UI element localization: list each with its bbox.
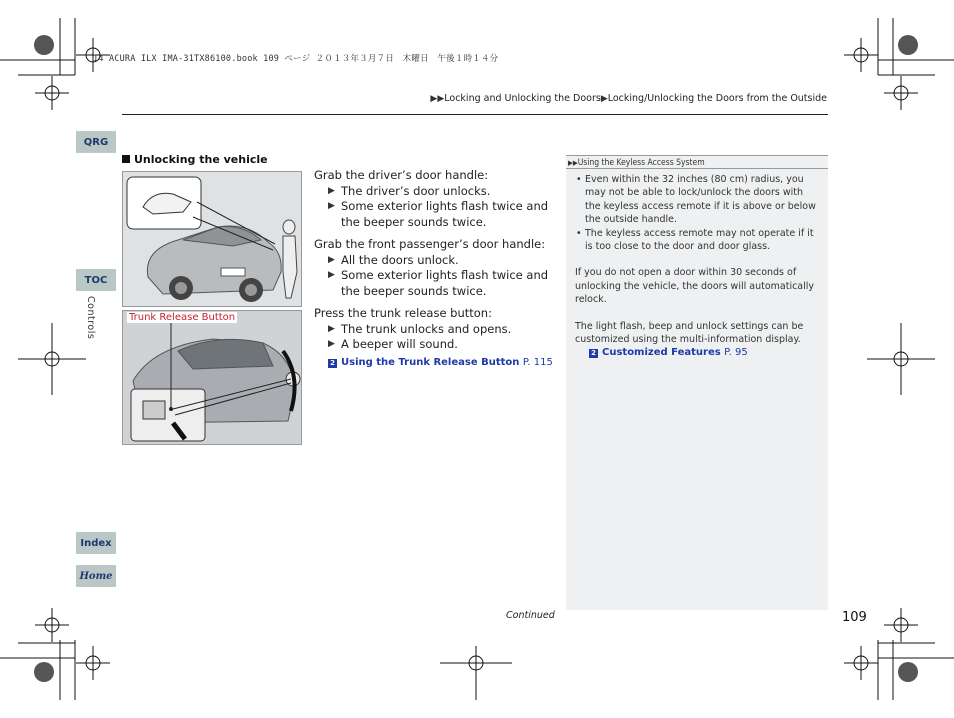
- trunk-illustration: [122, 310, 302, 445]
- instruction-step: [314, 337, 554, 353]
- tab-qrg[interactable]: QRG: [76, 131, 116, 153]
- instruction-block-trunk: [314, 306, 554, 370]
- step-text: The driver’s door unlocks.: [341, 183, 491, 198]
- arrow-right-icon: ▶: [328, 339, 335, 349]
- instruction-block-driver: [314, 168, 554, 230]
- customized-features-link[interactable]: [575, 346, 820, 359]
- side-note-para: The light flash, beep and unlock settings can be customized using the multi-information display.: [575, 320, 804, 346]
- breadcrumb: [430, 93, 827, 104]
- breadcrumb-part-1[interactable]: Locking and Unlocking the Doors: [444, 93, 601, 104]
- tab-home[interactable]: Home: [76, 565, 116, 587]
- instruction-step: [314, 199, 554, 230]
- arrow-right-icon: ▶: [328, 185, 335, 196]
- page-link-icon: 2: [589, 349, 598, 358]
- arrow-right-icon: ▶: [328, 201, 335, 211]
- side-note-para: If you do not open a door within 30 seconds of unlocking the vehicle, the doors will automatically relock.: [575, 267, 815, 306]
- tab-toc[interactable]: TOC: [76, 269, 116, 291]
- section-title-text: Unlocking the vehicle: [134, 153, 268, 166]
- side-note-bullet: • Even within the 32 inches (80 cm) radius, you may not be able to lock/unlock the doors with the keyless access remote if it is above or below the outside handle.: [575, 173, 820, 227]
- side-note-title: [566, 155, 828, 169]
- trunk-release-link[interactable]: [314, 355, 554, 371]
- link-page[interactable]: P. 115: [522, 356, 553, 368]
- breadcrumb-separator-icon: ▶: [600, 94, 608, 104]
- instruction-step: [314, 268, 554, 299]
- instruction-step: [314, 322, 554, 338]
- arrow-right-icon: ▶: [328, 270, 335, 280]
- trunk-release-caption: Trunk Release Button: [129, 312, 236, 323]
- link-text[interactable]: Using the Trunk Release Button: [341, 356, 520, 368]
- step-text: The trunk unlocks and opens.: [341, 321, 512, 336]
- step-text: All the doors unlock.: [341, 252, 459, 267]
- instruction-step: [314, 253, 554, 269]
- instruction-lead: Grab the driver’s door handle:: [314, 168, 489, 182]
- instruction-lead: Press the trunk release button:: [314, 306, 492, 320]
- side-note-bullet: • The keyless access remote may not operate if it is too close to the door and door glass.: [575, 227, 820, 254]
- instruction-block-passenger: [314, 237, 554, 299]
- side-note-body: [575, 173, 820, 360]
- link-text[interactable]: Customized Features: [602, 347, 721, 359]
- instruction-step: [314, 184, 554, 200]
- arrow-right-icon: ▶: [328, 254, 335, 265]
- section-title: [122, 153, 268, 166]
- arrow-right-icon: ▶: [328, 323, 335, 334]
- page-number: 109: [842, 610, 867, 625]
- note-icon: ▶▶: [568, 159, 578, 167]
- chapter-label: Controls: [85, 296, 96, 340]
- step-text: Some exterior lights flash twice and the beeper sounds twice.: [341, 268, 549, 298]
- step-text: Some exterior lights flash twice and the beeper sounds twice.: [341, 199, 549, 229]
- breadcrumb-prefix-icon: ▶▶: [430, 94, 445, 104]
- header-rule: [122, 114, 828, 115]
- step-text: A beeper will sound.: [341, 337, 458, 351]
- door-handle-illustration: [122, 171, 302, 307]
- square-bullet-icon: [122, 155, 130, 163]
- instruction-lead: Grab the front passenger’s door handle:: [314, 237, 546, 251]
- print-header: 14 ACURA ILX IMA-31TX86100.book 109 ページ ２０１３年３月７日 木曜日 午後１時１４分: [93, 54, 499, 64]
- continued-label: Continued: [506, 610, 555, 621]
- breadcrumb-part-2[interactable]: Locking/Unlocking the Doors from the Outside: [607, 93, 827, 104]
- side-note-title-text: Using the Keyless Access System: [577, 158, 705, 168]
- page-link-icon: 2: [328, 359, 337, 368]
- tab-index[interactable]: Index: [76, 532, 116, 554]
- link-page[interactable]: P. 95: [724, 347, 748, 359]
